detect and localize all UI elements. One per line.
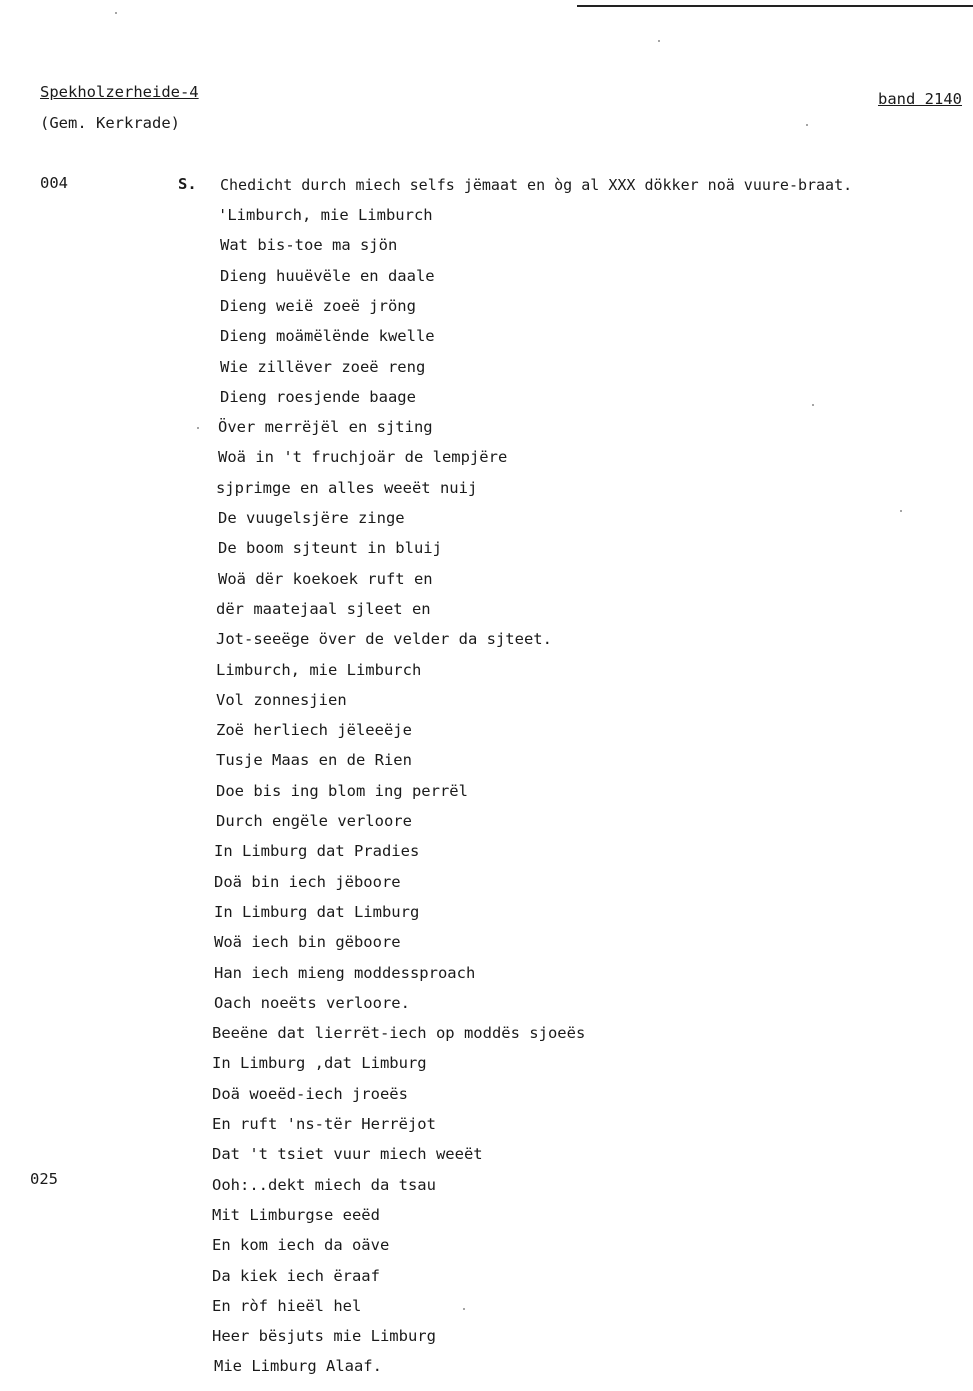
poem-line: En kom iech da oäve (212, 1236, 390, 1255)
municipality-heading: (Gem. Kerkrade) (40, 114, 180, 132)
poem-line: Tusje Maas en de Rien (216, 751, 412, 770)
poem-line: En ruft 'ns-tër Herrëjot (212, 1115, 436, 1133)
scan-speck (463, 1308, 465, 1310)
start-marker: 004 (40, 174, 68, 192)
scan-speck (115, 12, 117, 14)
poem-line: De boom sjteunt in bluij (218, 539, 442, 558)
poem-line: 'Limburch, mie Limburch (218, 206, 433, 224)
poem-line: Dieng roesjende baage (220, 387, 416, 406)
poem-line: Doä bin iech jëboore (214, 872, 401, 891)
poem-line: In Limburg ,dat Limburg (212, 1054, 427, 1073)
poem-line: Dieng moämëlënde kwelle (220, 327, 435, 346)
poem-line: Wat bis-toe ma sjön (220, 236, 398, 255)
poem-line: Dieng weië zoeë jröng (220, 296, 416, 315)
scan-speck (900, 510, 902, 512)
poem-line: Jot-seeëge över de velder da sjteet. (216, 630, 552, 649)
poem-line: Doä woeëd-iech jroeës (212, 1084, 408, 1103)
poem-line: Da kiek iech ëraaf (212, 1266, 380, 1285)
poem-line: dër maatejaal sjleet en (216, 599, 431, 618)
poem-line: Woä dër koekoek ruft en (218, 569, 433, 588)
band-label: band 2140 (878, 90, 962, 108)
poem-line: Oach noeëts verloore. (214, 993, 410, 1012)
poem-line: Ooh:..dekt miech da tsau (212, 1175, 436, 1194)
poem-line: Vol zonnesjien (216, 690, 347, 709)
poem-line: Woä iech bin gëboore (214, 933, 401, 952)
poem-line: Dieng huuëvële en daale (220, 266, 435, 285)
poem-line: Mie Limburg Alaaf. (214, 1357, 382, 1376)
poem-line: Zoë herliech jëleeëje (216, 721, 412, 740)
scan-speck (806, 124, 808, 126)
poem-line: Wie zillëver zoeë reng (220, 357, 426, 376)
poem-line: Limburch, mie Limburch (216, 660, 422, 679)
poem-line: Mit Limburgse eeëd (212, 1205, 380, 1224)
poem-line: In Limburg dat Limburg (214, 902, 420, 921)
end-marker: 025 (30, 1170, 58, 1188)
place-heading: Spekholzerheide-4 (40, 83, 199, 101)
poem-line: In Limburg dat Pradies (214, 842, 420, 861)
poem-line: Över merrëjël en sjting (218, 418, 433, 437)
top-rule (577, 5, 973, 7)
poem-line: Beeëne dat lierrët-iech op moddës sjoeës (212, 1024, 586, 1043)
poem-line: Durch engële verloore (216, 812, 412, 830)
scan-speck (658, 40, 660, 42)
poem-line: En ròf hieël hel (212, 1296, 362, 1315)
poem-line: De vuugelsjëre zinge (218, 509, 405, 527)
scan-speck (812, 404, 814, 406)
poem-line: Han iech mieng moddessproach (214, 963, 476, 982)
intro-line: Chedicht durch miech selfs jëmaat en òg al XXX dökker noä vuure-braat. (220, 176, 853, 194)
poem-line: Woä in 't fruchjoär de lempjëre (218, 448, 508, 467)
poem-line: Dat 't tsiet vuur miech weeët (212, 1145, 483, 1164)
speaker-label: S. (178, 175, 197, 193)
poem-line: sjprimge en alles weeët nuij (216, 478, 478, 497)
poem-line: Doe bis ing blom ing perrël (216, 781, 468, 800)
scan-speck (197, 427, 199, 429)
poem-line: Heer bësjuts mie Limburg (212, 1327, 436, 1346)
